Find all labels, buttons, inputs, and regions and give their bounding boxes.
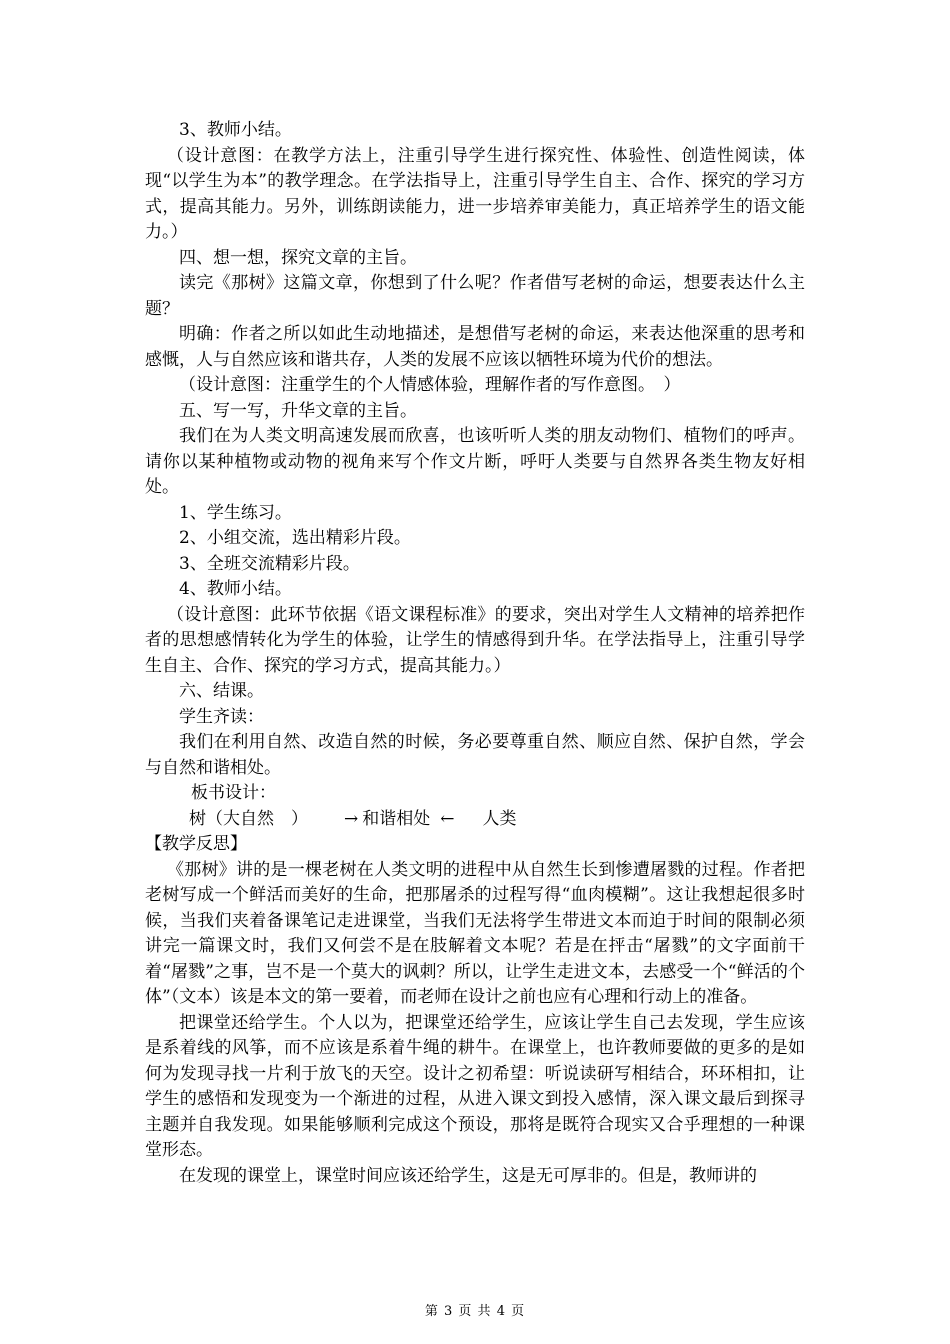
reflection-heading: 【教学反思】 (145, 834, 247, 854)
list-item: 3、全班交流精彩片段。 (179, 553, 360, 574)
list-item: 2、小组交流，选出精彩片段。 (179, 528, 411, 548)
arrow-left-icon: ← (440, 808, 455, 829)
paragraph: 我们在利用自然、改造自然的时候，务必要尊重自然、顺应自然、保护自然，学会与自然和谐相处。 (145, 732, 805, 778)
reflection-paragraph: 在发现的课堂上，课堂时间应该还给学生，这是无可厚非的。但是，教师讲的 (179, 1165, 757, 1186)
paragraph: 3、教师小结。 (179, 120, 292, 140)
list-item: 4、教师小结。 (179, 579, 292, 599)
reflection-paragraph: 《那树》讲的是一棵老树在人类文明的进程中从自然生长到惨遭屠戮的过程。作者把老树写成一个鲜活而美好的生命，把那屠杀的过程写得“血肉模糊”。这让我想起很多时候，当我们夹着备课笔记走进课堂，当我们无法将学生带进文本而迫于时间的限制必须讲完一篇课文时，我们又何尝不是在肢解着文本呢？若是在抨击“屠戮”的文字面前干着“屠戮”之事，岂不是一个莫大的讽刺？所以，让学生走进文本，去感受一个“鲜活的个体”（文本）该是本文的第一要着，而老师在设计之前也应有心理和行动上的准备。 (145, 859, 805, 1007)
design-intent-note: （设计意图：注重学生的个人情感体验，理解作者的写作意图。 ） (179, 375, 681, 395)
paragraph: 学生齐读： (179, 706, 264, 727)
design-intent-note: （设计意图：此环节依据《语文课程标准》的要求，突出对学生人文精神的培养把作者的思想感情转化为学生的体验，让学生的情感得到升华。在学法指导上，注重引导学生自主、合作、探究的学习方式，提高其能力。） (145, 604, 805, 676)
reflection-paragraph: 把课堂还给学生。个人以为，把课堂还给学生，应该让学生自己去发现，学生应该是系着线的风筝，而不应该是系着牛绳的耕牛。在课堂上，也许教师要做的更多的是如何为发现寻找一片利于放飞的天空。设计之初希望：听说读研写相结合，环环相扣，让学生的感悟和发现变为一个渐进的过程，从进入课文到投入感情，深入课文最后到探寻主题并自我发现。如果能够顺利完成这个预设，那将是既符合现实又合乎理想的一种课堂形态。 (145, 1012, 805, 1160)
section-heading: 六、结课。 (179, 681, 264, 701)
board-center-term: 和谐相处 (362, 808, 431, 829)
board-design (145, 807, 805, 833)
design-intent-note: （设计意图：在教学方法上，注重引导学生进行探究性、体验性、创造性阅读，体现“以学生为本”的教学理念。在学法指导上，注重引导学生自主、合作、探究的学习方式，提高其能力。另外，训练朗读能力，进一步培养审美能力，真正培养学生的语文能力。） (145, 145, 805, 242)
board-right-term: 人类 (482, 808, 517, 829)
section-heading: 五、写一写，升华文章的主旨。 (179, 400, 417, 421)
paragraph: 我们在为人类文明高速发展而欣喜，也该听听人类的朋友动物们、植物们的呼声。请你以某种植物或动物的视角来写个作文片断，呼吁人类要与自然界各类生物友好相处。 (145, 426, 805, 497)
paragraph: 读完《那树》这篇文章，你想到了什么呢？作者借写老树的命运，想要表达什么主题？ (145, 273, 805, 319)
section-heading: 四、想一想，探究文章的主旨。 (179, 247, 417, 268)
board-left-term: 树（大自然 ） (189, 808, 308, 829)
list-item: 1、学生练习。 (179, 502, 292, 523)
paragraph: 明确：作者之所以如此生动地描述，是想借写老树的命运，来表达他深重的思考和感慨，人与自然应该和谐共存，人类的发展不应该以牺牲环境为代价的想法。 (145, 324, 805, 370)
board-design-label: 板书设计： (191, 783, 276, 803)
page-body (145, 118, 805, 1189)
arrow-right-icon: → (344, 808, 359, 829)
page-number: 第 3 页 共 4 页 (424, 1304, 526, 1319)
